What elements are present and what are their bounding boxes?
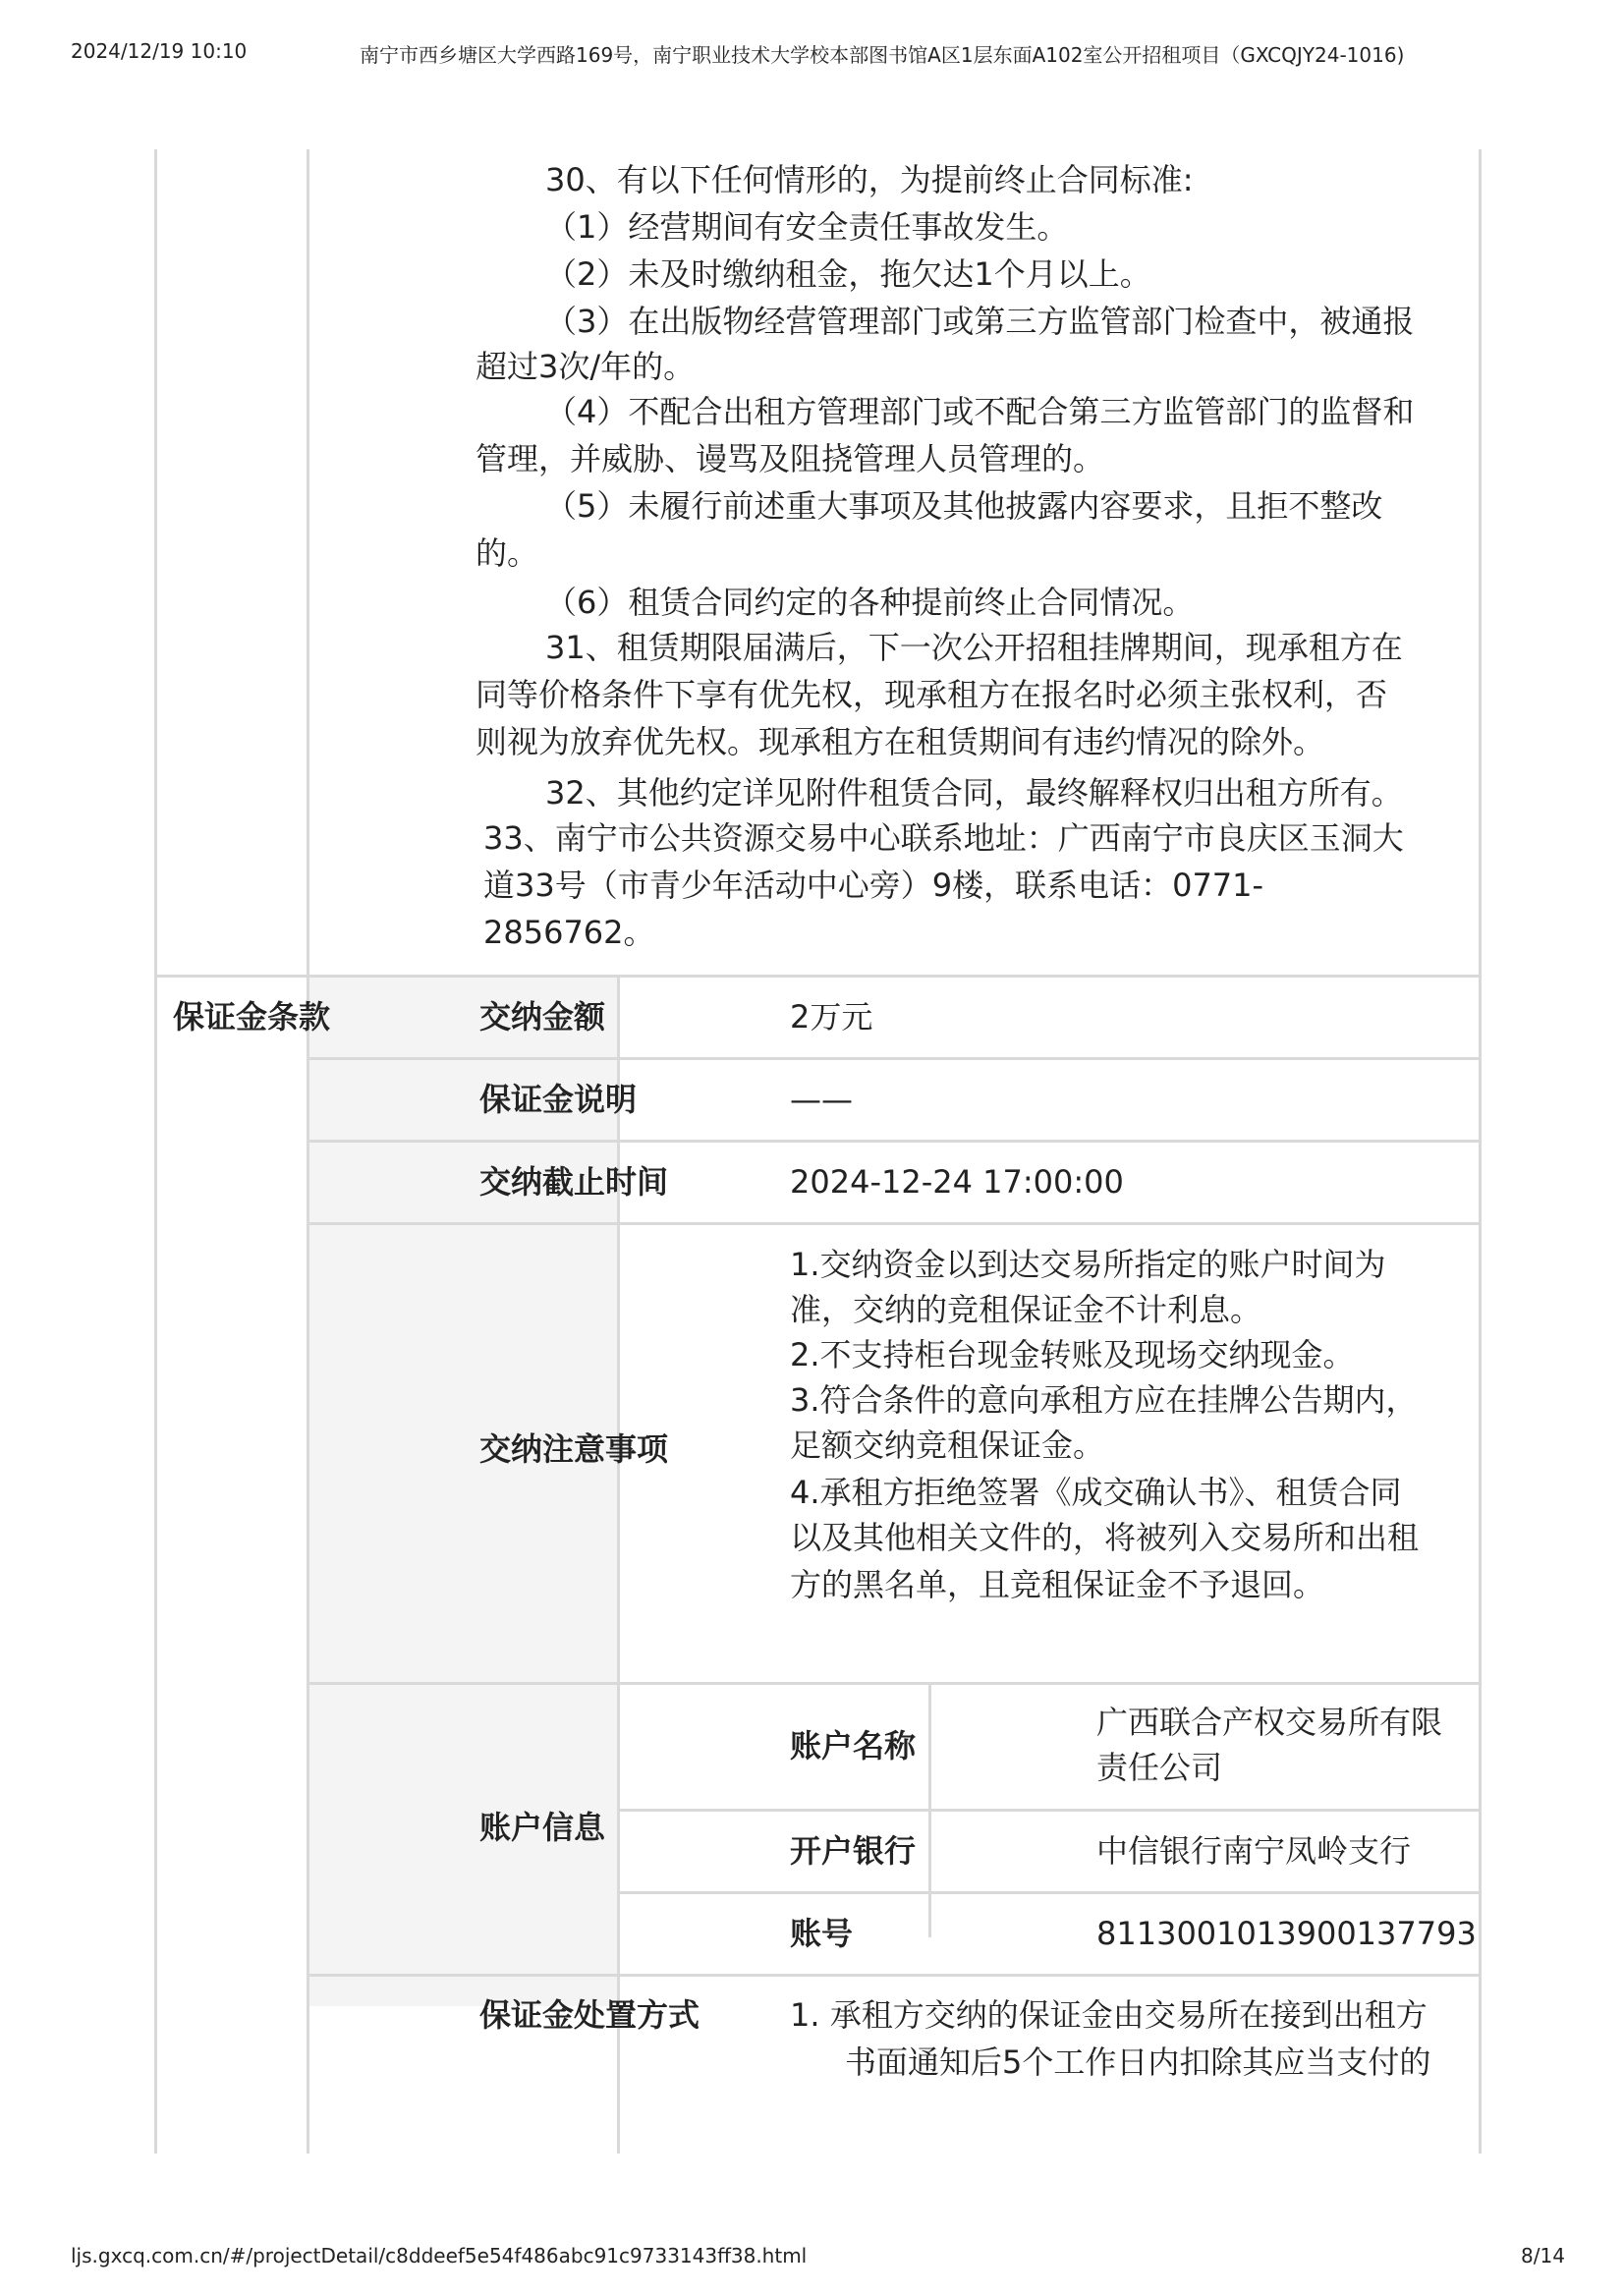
table-border bbox=[617, 1891, 1482, 1894]
label-account-info: 账户信息 bbox=[479, 1809, 606, 1846]
notes-line: 足额交纳竞租保证金。 bbox=[790, 1427, 1105, 1464]
label-notes: 交纳注意事项 bbox=[479, 1430, 669, 1468]
notes-line: 以及其他相关文件的，将被列入交易所和出租 bbox=[790, 1519, 1420, 1556]
table-border bbox=[617, 975, 620, 2154]
terms-line: 2856762。 bbox=[483, 914, 655, 951]
table-border bbox=[307, 1140, 1482, 1143]
terms-line: 管理，并威胁、谩骂及阻挠管理人员管理的。 bbox=[476, 440, 1105, 477]
disposal-line: 1. 承租方交纳的保证金由交易所在接到出租方 bbox=[790, 1996, 1428, 2034]
label-deadline: 交纳截止时间 bbox=[479, 1163, 669, 1201]
page-number: 8/14 bbox=[1521, 2244, 1565, 2267]
table-border bbox=[307, 1057, 1482, 1060]
value-bank: 中信银行南宁凤岭支行 bbox=[1096, 1832, 1412, 1870]
table-border bbox=[307, 1222, 1482, 1225]
table-border bbox=[154, 149, 157, 2154]
notes-line: 4.承租方拒绝签署《成交确认书》、租赁合同 bbox=[790, 1474, 1402, 1511]
disposal-line: 书面通知后5个工作日内扣除其应当支付的 bbox=[845, 2043, 1431, 2081]
terms-line: 的。 bbox=[476, 534, 539, 572]
terms-line: 33、南宁市公共资源交易中心联系地址：广西南宁市良庆区玉洞大 bbox=[483, 819, 1404, 857]
table-border bbox=[307, 1682, 1482, 1685]
terms-line: 30、有以下任何情形的，为提前终止合同标准: bbox=[545, 161, 1194, 198]
label-deposit-desc: 保证金说明 bbox=[479, 1081, 638, 1118]
table-border bbox=[307, 149, 309, 2154]
terms-line: （3）在出版物经营管理部门或第三方监管部门检查中，被通报 bbox=[545, 303, 1415, 340]
table-border bbox=[617, 1809, 1482, 1812]
value-amount: 2万元 bbox=[790, 998, 873, 1036]
label-account-name: 账户名称 bbox=[790, 1727, 917, 1764]
print-header-title: 南宁市西乡塘区大学西路169号，南宁职业技术大学校本部图书馆A区1层东面A102室公开招租项目（GXCQJY24-1016) bbox=[360, 43, 1405, 67]
table-border bbox=[307, 1974, 1482, 1977]
value-deposit-desc: —— bbox=[790, 1081, 853, 1118]
terms-line: 超过3次/年的。 bbox=[476, 348, 696, 385]
terms-line: 则视为放弃优先权。现承租方在租赁期间有违约情况的除外。 bbox=[476, 723, 1325, 760]
notes-line: 准，交纳的竞租保证金不计利息。 bbox=[790, 1291, 1262, 1328]
label-cell-bg bbox=[308, 977, 617, 2006]
label-disposal: 保证金处置方式 bbox=[479, 1996, 700, 2034]
terms-line: （6）租赁合同约定的各种提前终止合同情况。 bbox=[545, 584, 1195, 621]
value-deadline: 2024-12-24 17:00:00 bbox=[790, 1163, 1124, 1201]
footer-url: ljs.gxcq.com.cn/#/projectDetail/c8ddeef5e54f486abc91c9733143ff38.html bbox=[71, 2244, 808, 2267]
value-account-name-line: 广西联合产权交易所有限 bbox=[1096, 1704, 1443, 1741]
value-account-number: 8113001013900137793 bbox=[1096, 1915, 1477, 1952]
print-timestamp: 2024/12/19 10:10 bbox=[71, 39, 248, 63]
terms-line: （2）未及时缴纳租金，拖欠达1个月以上。 bbox=[545, 255, 1151, 293]
terms-line: （5）未履行前述重大事项及其他披露内容要求，且拒不整改 bbox=[545, 487, 1383, 525]
terms-line: 同等价格条件下享有优先权，现承租方在报名时必须主张权利，否 bbox=[476, 676, 1388, 713]
notes-line: 1.交纳资金以到达交易所指定的账户时间为 bbox=[790, 1246, 1386, 1283]
notes-line: 方的黑名单，且竞租保证金不予退回。 bbox=[790, 1566, 1325, 1603]
table-border bbox=[154, 975, 1482, 978]
section-label-deposit: 保证金条款 bbox=[173, 998, 331, 1036]
notes-line: 3.符合条件的意向承租方应在挂牌公告期内， bbox=[790, 1381, 1418, 1419]
label-account-number: 账号 bbox=[790, 1915, 854, 1952]
table-border bbox=[1479, 149, 1482, 2154]
terms-line: （1）经营期间有安全责任事故发生。 bbox=[545, 208, 1069, 246]
terms-line: 31、租赁期限届满后，下一次公开招租挂牌期间，现承租方在 bbox=[545, 629, 1403, 666]
label-amount: 交纳金额 bbox=[479, 998, 606, 1036]
value-account-name-line: 责任公司 bbox=[1096, 1749, 1223, 1786]
terms-line: 32、其他约定详见附件租赁合同，最终解释权归出租方所有。 bbox=[545, 774, 1403, 812]
notes-line: 2.不支持柜台现金转账及现场交纳现金。 bbox=[790, 1336, 1355, 1373]
label-bank: 开户银行 bbox=[790, 1832, 917, 1870]
terms-line: （4）不配合出租方管理部门或不配合第三方监管部门的监督和 bbox=[545, 393, 1415, 430]
terms-line: 道33号（市青少年活动中心旁）9楼，联系电话：0771- bbox=[483, 867, 1264, 904]
